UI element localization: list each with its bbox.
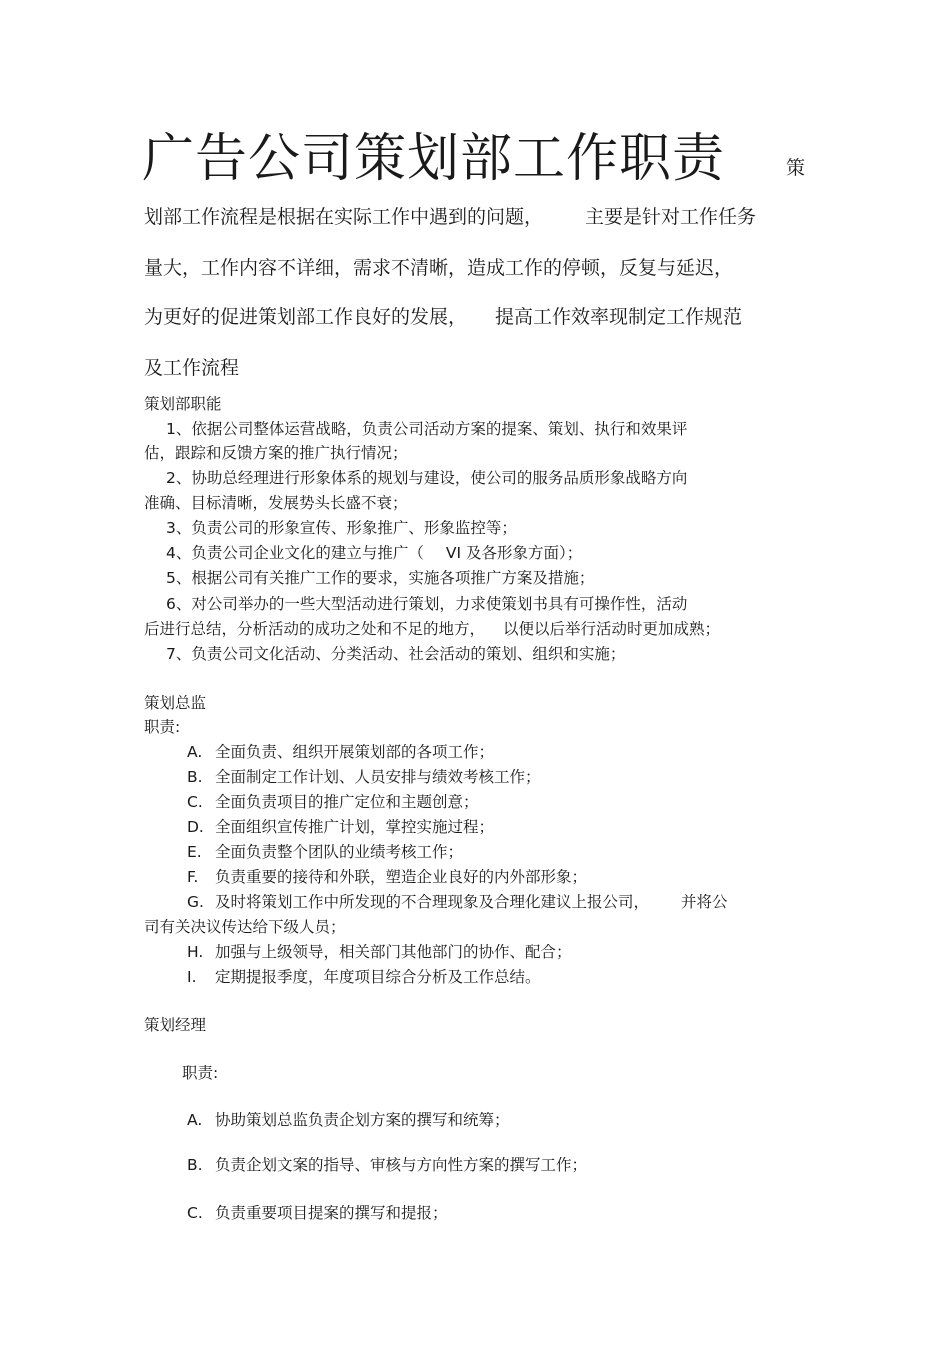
dept-heading: 策划部职能 [144, 395, 222, 413]
director-duty-label: 职责: [144, 718, 181, 736]
manager-heading: 策划经理 [144, 1016, 207, 1034]
item-label: I. [187, 968, 197, 986]
dept-item-text: 后进行总结，分析活动的成功之处和不足的地方， [144, 620, 486, 638]
dept-item: 2、协助总经理进行形象体系的规划与建设，使公司的服务品质形象战略方向 [166, 469, 688, 487]
dept-item [166, 543, 582, 563]
dept-item-text: 以便以后举行活动时更加成熟； [503, 620, 721, 638]
dept-item: 6、对公司举办的一些大型活动进行策划，力求使策划书具有可操作性，活动 [166, 595, 688, 613]
intro-line-text: 为更好的促进策划部工作良好的发展， [144, 306, 468, 328]
director-item [187, 867, 587, 887]
intro-line-text: 提高工作效率现制定工作规范 [495, 306, 743, 328]
dept-item [144, 619, 720, 639]
dept-item: 7、负责公司文化活动、分类活动、社会活动的策划、组织和实施； [166, 645, 626, 663]
item-label: B. [187, 768, 203, 786]
director-item [187, 942, 572, 962]
item-label: H. [187, 943, 204, 961]
title-tail-text: 策 [786, 157, 806, 179]
item-label: A. [187, 1111, 203, 1129]
item-label: B. [187, 1156, 203, 1174]
dept-item: 估，跟踪和反馈方案的推广执行情况； [144, 444, 408, 462]
director-heading: 策划总监 [144, 694, 207, 712]
item-text: 定期提报季度，年度项目综合分析及工作总结。 [215, 968, 541, 986]
dept-item-text: 4、负责公司企业文化的建立与推广（ [166, 544, 424, 562]
item-text: 加强与上级领导，相关部门其他部门的协作、配合； [215, 943, 572, 961]
director-item [144, 917, 346, 937]
item-text: 及时将策划工作中所发现的不合理现象及合理化建议上报公司， [215, 893, 650, 911]
manager-item [187, 1155, 587, 1175]
manager-duty-label: 职责: [182, 1064, 219, 1082]
director-item [187, 742, 494, 762]
dept-item: 3、负责公司的形象宣传、形象推广、形象监控等； [166, 519, 517, 537]
document-title: 广告公司策划部工作职责 [142, 129, 726, 189]
intro-line-text: 及工作流程 [144, 357, 240, 379]
intro-line-text: 主要是针对工作任务 [585, 206, 757, 228]
director-item [187, 817, 494, 837]
manager-item [187, 1110, 510, 1130]
intro-line-text: 量大，工作内容不详细，需求不清晰，造成工作的停顿，反复与延迟， [144, 257, 734, 279]
item-label: A. [187, 743, 203, 761]
dept-item: 5、根据公司有关推广工作的要求，实施各项推广方案及措施； [166, 569, 595, 587]
intro-line [144, 205, 756, 229]
item-label: C. [187, 793, 203, 811]
item-text: 全面组织宣传推广计划，掌控实施过程； [215, 818, 495, 836]
dept-item: 1、依据公司整体运营战略，负责公司活动方案的提案、策划、执行和效果评 [166, 420, 688, 438]
item-label: C. [187, 1204, 203, 1222]
item-text: 负责企划文案的指导、审核与方向性方案的撰写工作； [215, 1156, 588, 1174]
director-item [187, 767, 541, 787]
item-label: F. [187, 868, 199, 886]
dept-item-text: VI 及各形象方面）； [445, 544, 583, 562]
item-label: E. [187, 843, 202, 861]
item-text: 负责重要的接待和外联，塑造企业良好的内外部形象； [215, 868, 588, 886]
item-text: 全面负责整个团队的业绩考核工作； [215, 843, 464, 861]
dept-item: 准确、目标清晰，发展势头长盛不衰； [144, 494, 408, 512]
director-item [187, 967, 541, 987]
item-label: D. [187, 818, 204, 836]
intro-line [144, 356, 239, 380]
intro-line-text: 划部工作流程是根据在实际工作中遇到的问题， [144, 206, 544, 228]
item-text: 负责重要项目提案的撰写和提报； [215, 1204, 448, 1222]
item-text: 全面制定工作计划、人员安排与绩效考核工作； [215, 768, 541, 786]
item-text: 全面负责项目的推广定位和主题创意； [215, 793, 479, 811]
director-item [187, 892, 728, 912]
item-label: G. [187, 893, 204, 911]
item-text: 协助策划总监负责企划方案的撰写和统筹； [215, 1111, 510, 1129]
intro-line [144, 305, 742, 329]
intro-line [144, 256, 733, 280]
manager-item [187, 1203, 448, 1223]
director-item [187, 792, 479, 812]
director-item [187, 842, 463, 862]
item-text: 全面负责、组织开展策划部的各项工作； [215, 743, 495, 761]
item-text: 司有关决议传达给下级人员； [144, 918, 346, 936]
item-text: 并将公 [681, 893, 728, 911]
